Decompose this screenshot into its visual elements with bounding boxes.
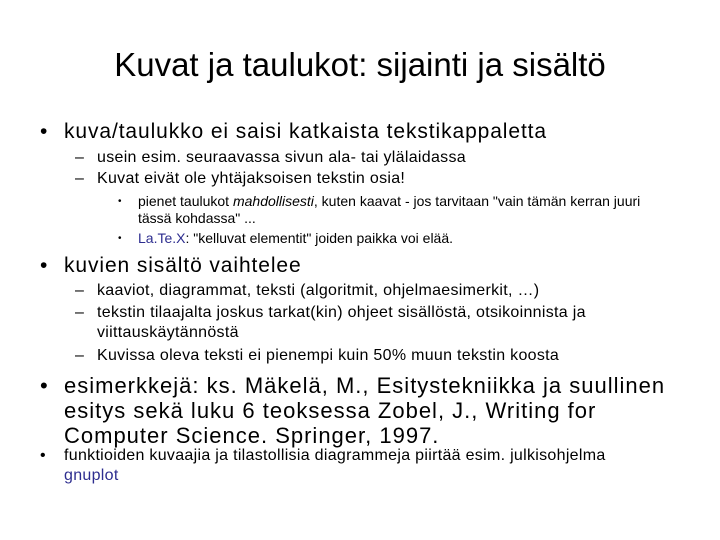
subsub-2-post: : "kelluvat elementit" joiden paikka voi elää.	[185, 230, 454, 246]
bullet-dot-icon: •	[40, 120, 49, 143]
bullet-dot-icon: •	[40, 373, 49, 398]
subsub-bullet-1-2-1	[118, 193, 648, 227]
dash-icon: –	[75, 282, 85, 299]
dash-icon: –	[75, 304, 85, 321]
bullet-dot-icon: •	[40, 254, 49, 277]
bullet-4	[40, 446, 640, 486]
sub-bullet-2-1-text: kaaviot, diagrammat, teksti (algoritmit, ohjelmaesimerkit, …)	[97, 282, 540, 299]
sub-bullet-1-2	[75, 169, 685, 189]
sub-bullet-1-1-text: usein esim. seuraavassa sivun ala- tai ylälaidassa	[97, 149, 466, 166]
sub-bullet-1-2-text: Kuvat eivät ole yhtäjaksoisen tekstin osia!	[97, 170, 406, 187]
bullet-3	[40, 373, 680, 448]
subsub-1-post: , kuten kaavat - jos tarvitaan "vain tämän kerran juuri tässä kohdassa" ...	[138, 193, 641, 226]
sub-bullet-2-3-text: Kuvissa oleva teksti ei pienempi kuin 50% muun tekstin koosta	[97, 347, 560, 364]
bullet-2	[40, 254, 690, 278]
subsub-1-emphasis: mahdollisesti	[232, 193, 314, 209]
bullet-dot-icon: •	[118, 196, 122, 207]
dash-icon: –	[75, 347, 85, 364]
bullet-2-text: kuvien sisältö vaihtelee	[64, 254, 302, 277]
sub-bullet-2-1	[75, 281, 690, 301]
sub-bullet-1-1	[75, 148, 685, 168]
sub-bullet-2-2-text: tekstin tilaajalta joskus tarkat(kin) ohjeet sisällöstä, otsikoinnista ja viittauskäytännöstä	[97, 304, 586, 341]
bullet-1-text: kuva/taulukko ei saisi katkaista tekstikappaletta	[64, 120, 547, 143]
dash-icon: –	[75, 170, 85, 187]
sub-bullet-2-2	[75, 303, 690, 343]
latex-link[interactable]: La.Te.X	[138, 230, 186, 246]
subsub-1-pre: pienet taulukot	[138, 193, 233, 209]
bullet-dot-icon: •	[118, 233, 122, 244]
bullet-1	[40, 120, 690, 144]
bullet-4-text: funktioiden kuvaajia ja tilastollisia diagrammeja piirtää esim. julkisohjelma	[64, 447, 606, 464]
dash-icon: –	[75, 149, 85, 166]
subsub-bullet-1-2-2	[118, 230, 648, 247]
sub-bullet-2-3	[75, 346, 690, 366]
gnuplot-link[interactable]: gnuplot	[64, 467, 119, 484]
bullet-3-text: esimerkkejä: ks. Mäkelä, M., Esitystekniikka ja suullinen esitys sekä luku 6 teoksessa Zobel, J., Writing for Computer Science. Springer, 1997.	[64, 373, 666, 448]
slide-title: Kuvat ja taulukot: sijainti ja sisältö	[114, 46, 606, 83]
bullet-dot-icon: •	[40, 447, 46, 464]
